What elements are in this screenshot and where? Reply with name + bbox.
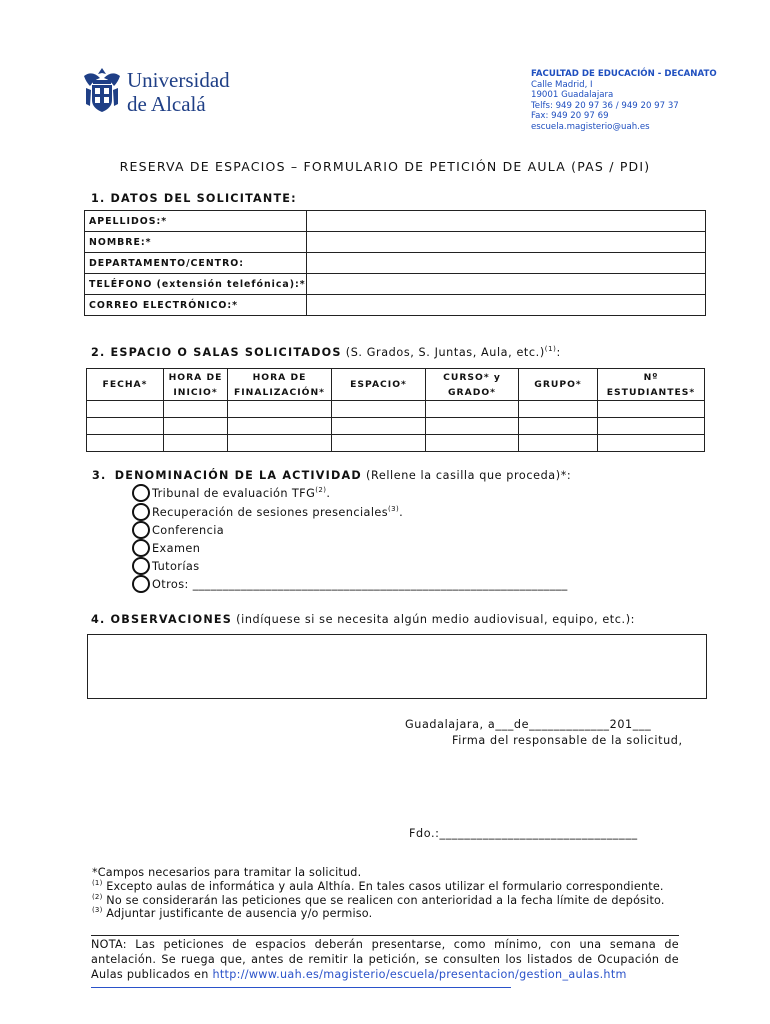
table-cell[interactable] (426, 401, 519, 418)
col-espacio: ESPACIO* (332, 369, 426, 401)
footnote: $^{(1)}$ Excepto aulas de informática y aula Althía. En tales casos utilizar el formulario correspondiente. (92, 879, 664, 893)
table-row (87, 418, 705, 435)
section2-note: (S. Grados, S. Juntas, Aula, etc.) (345, 346, 545, 359)
section3-note: (Rellene la casilla que proceda)*: (366, 469, 572, 482)
university-name-line1: Universidad (127, 68, 230, 92)
table-cell[interactable] (164, 435, 228, 452)
option-tutorias[interactable]: Tutorías (132, 557, 199, 575)
table-cell[interactable] (598, 435, 705, 452)
col-estudiantes: Nº ESTUDIANTES* (598, 369, 705, 401)
aulas-link[interactable]: http://www.uah.es/magisterio/escuela/presentacion/gestion_aulas.htm (212, 968, 627, 981)
option-conferencia[interactable]: Conferencia (132, 521, 224, 539)
footnote: *Campos necesarios para tramitar la solicitud. (92, 866, 362, 879)
table-row (87, 435, 705, 452)
observaciones-textarea[interactable] (87, 634, 707, 699)
table-cell[interactable] (426, 435, 519, 452)
option-examen[interactable]: Examen (132, 539, 200, 557)
section2-heading: 2. ESPACIO O SALAS SOLICITADOS (S. Grados, S. Juntas, Aula, etc.)$^{(1)}$: (91, 345, 561, 359)
col-curso-grado: CURSO* y GRADO* (426, 369, 519, 401)
col-hora-inicio: HORA DE INICIO* (164, 369, 228, 401)
table-cell[interactable] (87, 418, 164, 435)
table-cell[interactable] (426, 418, 519, 435)
place-date-line[interactable]: Guadalajara, a___de_____________201___ (405, 718, 652, 731)
section4-note: (indíquese si se necesita algún medio audiovisual, equipo, etc.): (236, 613, 636, 626)
requester-table (84, 210, 706, 316)
col-fecha: FECHA* (87, 369, 164, 401)
contact-line: Telfs: 949 20 97 36 / 949 20 97 37 (531, 100, 679, 111)
section3-heading: 3. DENOMINACIÓN DE LA ACTIVIDAD (Rellene la casilla que proceda)*: (92, 469, 572, 482)
table-cell[interactable] (332, 401, 426, 418)
footnote: $^{(2)}$ No se considerarán las peticiones que se realicen con anterioridad a la fecha límite de depósito. (92, 893, 665, 907)
university-logo (80, 66, 250, 118)
contact-block (531, 69, 717, 133)
departamento-input[interactable] (306, 253, 705, 274)
contact-line: Calle Madrid, I (531, 79, 593, 90)
radio-circle-icon[interactable] (132, 539, 150, 557)
table-cell[interactable] (87, 435, 164, 452)
apellidos-input[interactable] (306, 211, 705, 232)
form-title: RESERVA DE ESPACIOS – FORMULARIO DE PETICIÓN DE AULA (PAS / PDI) (119, 159, 651, 174)
field-label: NOMBRE:* (85, 232, 307, 253)
section1-heading: 1. DATOS DEL SOLICITANTE: (91, 192, 297, 205)
footnote: $^{(3)}$ Adjuntar justificante de ausencia y/o permiso. (92, 906, 373, 920)
table-cell[interactable] (598, 401, 705, 418)
footnote-ref: (1) (544, 345, 557, 353)
radio-circle-icon[interactable] (132, 557, 150, 575)
field-label: APELLIDOS:* (85, 211, 307, 232)
table-cell[interactable] (332, 418, 426, 435)
table-row (87, 401, 705, 418)
telefono-input[interactable] (306, 274, 705, 295)
nota-text: NOTA: Las peticiones de espacios deberán presentarse, como mínimo, con una semana de antelación. Se ruega que, antes de remitir la petición, se consulten los listados de Ocupación de Aulas publicados en (91, 938, 679, 981)
heading-colon: : (556, 346, 561, 359)
radio-circle-icon[interactable] (132, 575, 150, 593)
nota-block (91, 935, 679, 988)
option-recuperacion[interactable]: Recuperación de sesiones presenciales$^{(3)}$. (132, 503, 403, 521)
option-tribunal[interactable]: Tribunal de evaluación TFG$^{(2)}$. (132, 484, 330, 502)
table-cell[interactable] (164, 401, 228, 418)
table-cell[interactable] (598, 418, 705, 435)
field-label: DEPARTAMENTO/CENTRO: (85, 253, 307, 274)
radio-circle-icon[interactable] (132, 503, 150, 521)
col-grupo: GRUPO* (519, 369, 598, 401)
table-cell[interactable] (332, 435, 426, 452)
signature-caption: Firma del responsable de la solicitud, (452, 734, 683, 747)
radio-circle-icon[interactable] (132, 484, 150, 502)
table-cell[interactable] (164, 418, 228, 435)
contact-email[interactable]: escuela.magisterio@uah.es (531, 121, 650, 132)
nombre-input[interactable] (306, 232, 705, 253)
correo-input[interactable] (306, 295, 705, 316)
contact-line: FACULTAD DE EDUCACIÓN - DECANATO (531, 69, 717, 79)
field-label: CORREO ELECTRÓNICO:* (85, 295, 307, 316)
fdo-line[interactable]: Fdo.:________________________________ (409, 827, 638, 840)
option-otros[interactable]: Otros: ______________________________________________________________ (132, 575, 568, 593)
table-cell[interactable] (87, 401, 164, 418)
crest-icon (80, 66, 124, 116)
table-cell[interactable] (228, 418, 332, 435)
contact-line: Fax: 949 20 97 69 (531, 111, 609, 122)
table-cell[interactable] (519, 418, 598, 435)
table-cell[interactable] (519, 401, 598, 418)
field-label: TELÉFONO (extensión telefónica):* (85, 274, 307, 295)
radio-circle-icon[interactable] (132, 521, 150, 539)
university-name-line2: de Alcalá (127, 92, 206, 116)
col-hora-fin: HORA DE FINALIZACIÓN* (228, 369, 332, 401)
section4-heading: 4. OBSERVACIONES (indíquese si se necesita algún medio audiovisual, equipo, etc.): (91, 613, 636, 626)
link-underline (91, 987, 511, 988)
spaces-table (86, 368, 705, 452)
table-cell[interactable] (228, 435, 332, 452)
contact-line: 19001 Guadalajara (531, 90, 614, 101)
table-cell[interactable] (519, 435, 598, 452)
table-cell[interactable] (228, 401, 332, 418)
